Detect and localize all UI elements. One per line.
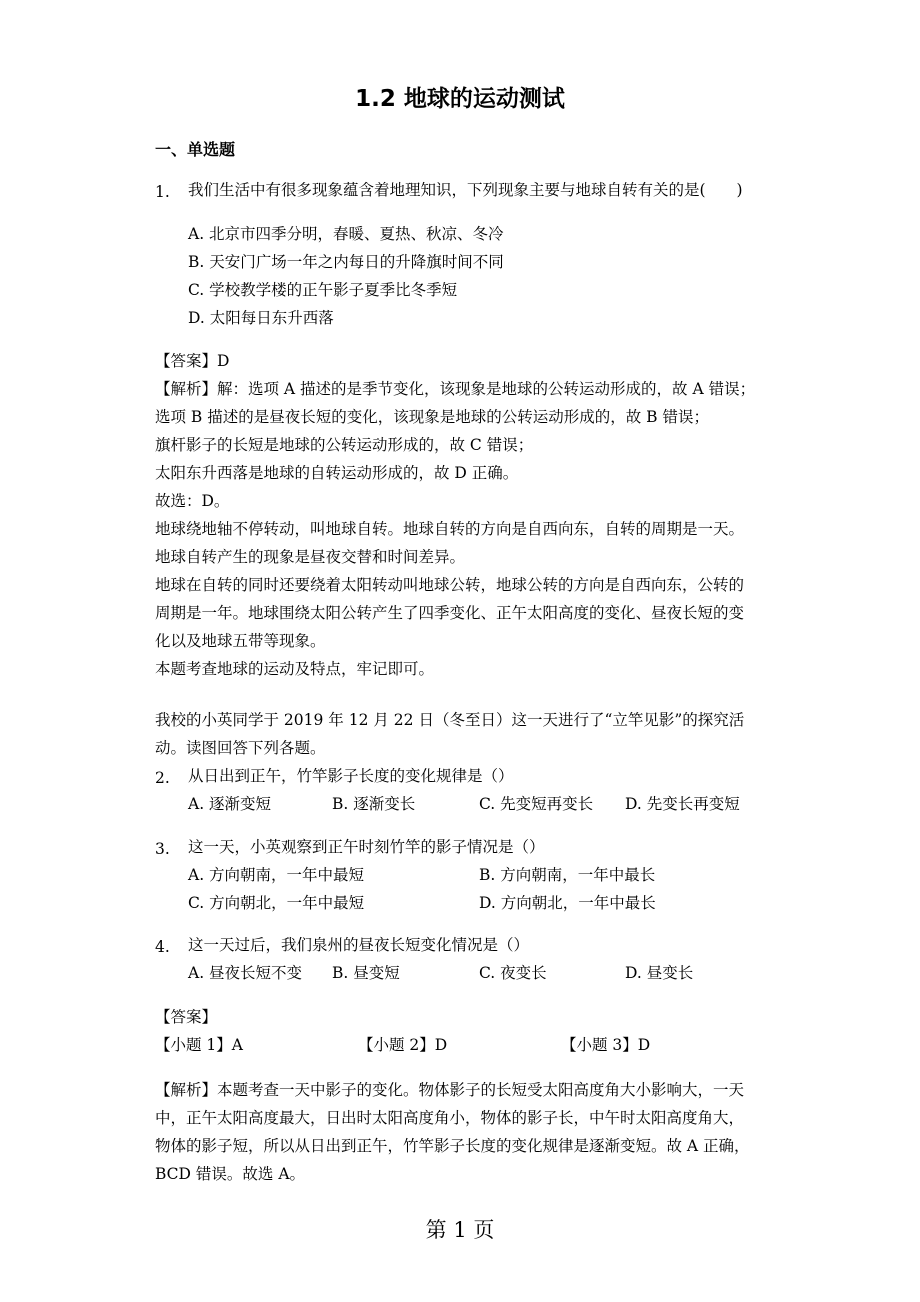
question-2-number: 2.: [155, 769, 170, 787]
question-3-number: 3.: [155, 840, 170, 858]
question-3-option-a: A. 方向朝南，一年中最短: [188, 866, 365, 884]
question-4-option-a: A. 昼夜长短不变: [188, 964, 303, 982]
question-4-stem: 这一天过后，我们泉州的昼夜长短变化情况是（）: [188, 936, 530, 954]
question-3-option-b: B. 方向朝南，一年中最长: [479, 866, 656, 884]
question-1-option-a: A. 北京市四季分明，春暖、夏热、秋凉、冬冷: [188, 225, 504, 243]
analysis-line: 太阳东升西落是地球的自转运动形成的，故 D 正确。: [155, 464, 519, 482]
question-1-option-d: D. 太阳每日东升西落: [188, 309, 334, 327]
question-1-number: 1.: [155, 183, 170, 201]
question-3-option-c: C. 方向朝北，一年中最短: [188, 894, 365, 912]
section-heading: 一、单选题: [155, 140, 236, 159]
question-2-option-c: C. 先变短再变长: [479, 795, 594, 813]
analysis-line: 地球自转产生的现象是昼夜交替和时间差异。: [155, 548, 466, 566]
analysis-line: 旗杆影子的长短是地球的公转运动形成的，故 C 错误；: [155, 436, 534, 454]
analysis-line: 【解析】解：选项 A 描述的是季节变化，该现象是地球的公转运动形成的，故 A 错误；: [155, 380, 756, 398]
question-3-option-d: D. 方向朝北，一年中最长: [479, 894, 656, 912]
question-4-option-b: B. 昼变短: [332, 964, 400, 982]
group-analysis-line: BCD 错误。故选 A。: [155, 1165, 306, 1183]
question-2-stem: 从日出到正午，竹竿影子长度的变化规律是（）: [188, 767, 514, 785]
question-2-option-b: B. 逐渐变长: [332, 795, 416, 813]
analysis-line: 选项 B 描述的是昼夜长短的变化，该现象是地球的公转运动形成的，故 B 错误；: [155, 408, 709, 426]
page-number: 第 1 页: [425, 1218, 495, 1242]
analysis-line: 周期是一年。地球围绕太阳公转产生了四季变化、正午太阳高度的变化、昼夜长短的变: [155, 604, 745, 622]
question-3-options: [188, 861, 788, 917]
analysis-line: 本题考查地球的运动及特点，牢记即可。: [155, 660, 435, 678]
question-3-stem: 这一天，小英观察到正午时刻竹竿的影子情况是（）: [188, 838, 545, 856]
question-4-number: 4.: [155, 938, 170, 956]
question-2-options: [188, 790, 788, 818]
analysis-line: 故选：D。: [155, 492, 230, 510]
analysis-line: 地球在自转的同时还要绕着太阳转动叫地球公转，地球公转的方向是自西向东，公转的: [155, 576, 745, 594]
question-2-option-a: A. 逐渐变短: [188, 795, 272, 813]
group-analysis-line: 【解析】本题考查一天中影子的变化。物体影子的长短受太阳高度角大小影响大，一天: [155, 1081, 745, 1099]
question-1-option-b: B. 天安门广场一年之内每日的升降旗时间不同: [188, 253, 504, 271]
question-4-option-d: D. 昼变长: [625, 964, 694, 982]
group-answer-item-3: 【小题 3】D: [561, 1036, 651, 1054]
group-answer-item-2: 【小题 2】D: [358, 1036, 448, 1054]
question-1-answer: 【答案】D: [155, 352, 230, 370]
question-4-option-c: C. 夜变长: [479, 964, 547, 982]
group-analysis-line: 中，正午太阳高度最大，日出时太阳高度角小，物体的影子长，中午时太阳高度角大，: [155, 1109, 745, 1127]
analysis-line: 化以及地球五带等现象。: [155, 632, 326, 650]
question-4-options: [188, 959, 788, 987]
group-analysis-line: 物体的影子短，所以从日出到正午，竹竿影子长度的变化规律是逐渐变短。故 A 正确，: [155, 1137, 750, 1155]
group-intro-line: 动。读图回答下列各题。: [155, 739, 326, 757]
group-answer-label: 【答案】: [155, 1008, 218, 1026]
question-1-option-c: C. 学校教学楼的正午影子夏季比冬季短: [188, 281, 458, 299]
question-2-option-d: D. 先变长再变短: [625, 795, 740, 813]
group-intro-line: 我校的小英同学于 2019 年 12 月 22 日（冬至日）这一天进行了“立竿见影”的探究活: [155, 711, 745, 729]
analysis-line: 地球绕地轴不停转动，叫地球自转。地球自转的方向是自西向东，自转的周期是一天。: [155, 520, 745, 538]
document-title: 1.2 地球的运动测试: [355, 86, 565, 112]
group-answer-item-1: 【小题 1】A: [155, 1036, 243, 1054]
question-1-stem: 我们生活中有很多现象蕴含着地理知识，下列现象主要与地球自转有关的是( ): [188, 181, 743, 199]
